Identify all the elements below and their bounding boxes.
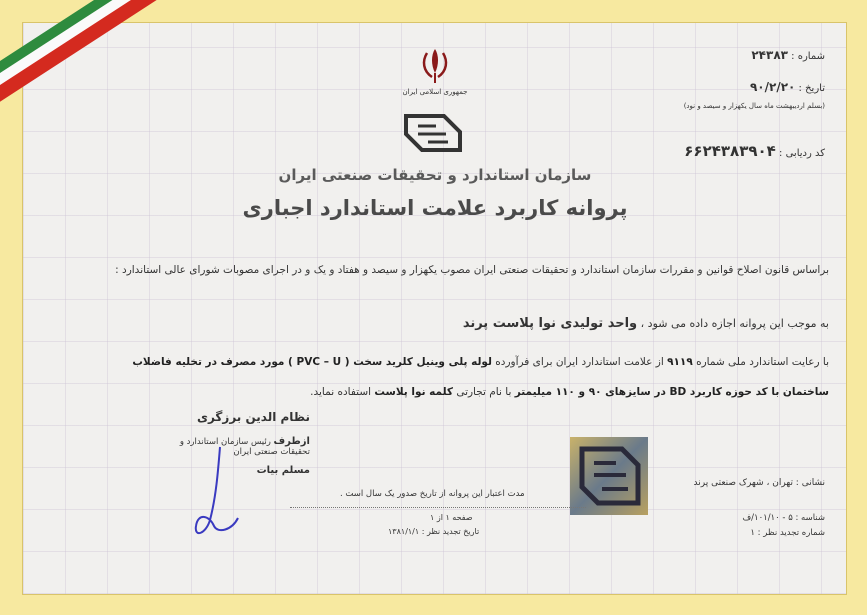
- validity-note: مدت اعتبار این پروانه از تاریخ صدور یک سال است .: [340, 489, 525, 499]
- iran-emblem-icon: [418, 45, 452, 85]
- organization-name: سازمان استاندارد و تحقیقات صنعتی ایران: [278, 166, 592, 184]
- date-label: تاریخ :: [798, 83, 825, 94]
- brand-name: کلمه نوا پلاست: [374, 386, 453, 398]
- certificate-number: [751, 48, 825, 62]
- license-title: پروانه کاربرد علامت استاندارد اجباری: [242, 196, 628, 220]
- legal-basis-paragraph: براساس قانون اصلاح قوانین و مقررات سازمان استاندارد و تحقیقات صنعتی ایران مصوب یکهزار و سیصد و هفتاد و یک و در اجرای مصوبات شورای عالی استاندارد :: [115, 264, 829, 276]
- scope-description: ساختمان با کد حوزه کاربرد BD در سایزهای ۹۰ و ۱۱۰ میلیمتر: [514, 386, 829, 398]
- second-signatory: مسلم بیات: [256, 465, 310, 476]
- tracking-code: [684, 142, 825, 160]
- scope-paragraph: [37, 383, 829, 401]
- form-id: شناسه : ۵ - ۱۰۱/۱۰/ف: [742, 513, 825, 523]
- date-in-words: (بسلم اردیبهشت ماه سال یکهزار و سیصد و نود): [683, 102, 825, 110]
- revision-number: شماره تجدید نظر : ۱: [750, 528, 825, 538]
- number-value: ۲۴۳۸۳: [751, 48, 788, 62]
- handwritten-signature-icon: [180, 442, 260, 542]
- date-value: ۹۰/۲/۲۰: [749, 80, 796, 94]
- standard-prefix: با رعایت استاندارد ملی شماره: [696, 356, 829, 368]
- revision-date: تاریخ تجدید نظر : ۱۳۸۱/۱/۱: [388, 527, 480, 536]
- footer-divider: [290, 507, 586, 508]
- product-name: لوله پلی وینیل کلرید سخت ( PVC – U ) مورد مصرف در تخلیه فاضلاب: [132, 356, 492, 368]
- tracking-value: ۶۶۲۴۳۸۳۹۰۴: [684, 142, 776, 160]
- isiri-logo-icon: [402, 112, 464, 154]
- permission-prefix: به موجب این پروانه اجازه داده می شود ،: [640, 317, 829, 330]
- address: نشانی : تهران ، شهرک صنعتی پرند: [693, 478, 825, 488]
- signatory-title: رئیس سازمان استاندارد و تحقیقات صنعتی ایران: [179, 437, 310, 457]
- hologram-seal-icon: [568, 435, 650, 517]
- scope-suffix: استفاده نماید.: [310, 386, 372, 398]
- standard-paragraph: [37, 353, 829, 371]
- number-label: شماره :: [791, 51, 825, 62]
- trade-name-label: با نام تجارتی: [456, 386, 512, 398]
- emblem-caption: جمهوری اسلامی ایران: [402, 88, 468, 96]
- on-behalf-label: ازطرف: [273, 436, 310, 447]
- tracking-label: کد ردیابی :: [779, 148, 825, 159]
- company-name: واحد تولیدی نوا پلاست پرند: [462, 316, 638, 331]
- signatory-name: نظام الدین برزگری: [196, 410, 310, 424]
- page-number: صفحه ۱ از ۱: [430, 513, 473, 522]
- permission-paragraph: [37, 315, 829, 333]
- certificate-date: [750, 80, 825, 94]
- standard-number: ۹۱۱۹: [667, 356, 693, 368]
- standard-mid: از علامت استاندارد ایران برای فرآورده: [495, 356, 664, 368]
